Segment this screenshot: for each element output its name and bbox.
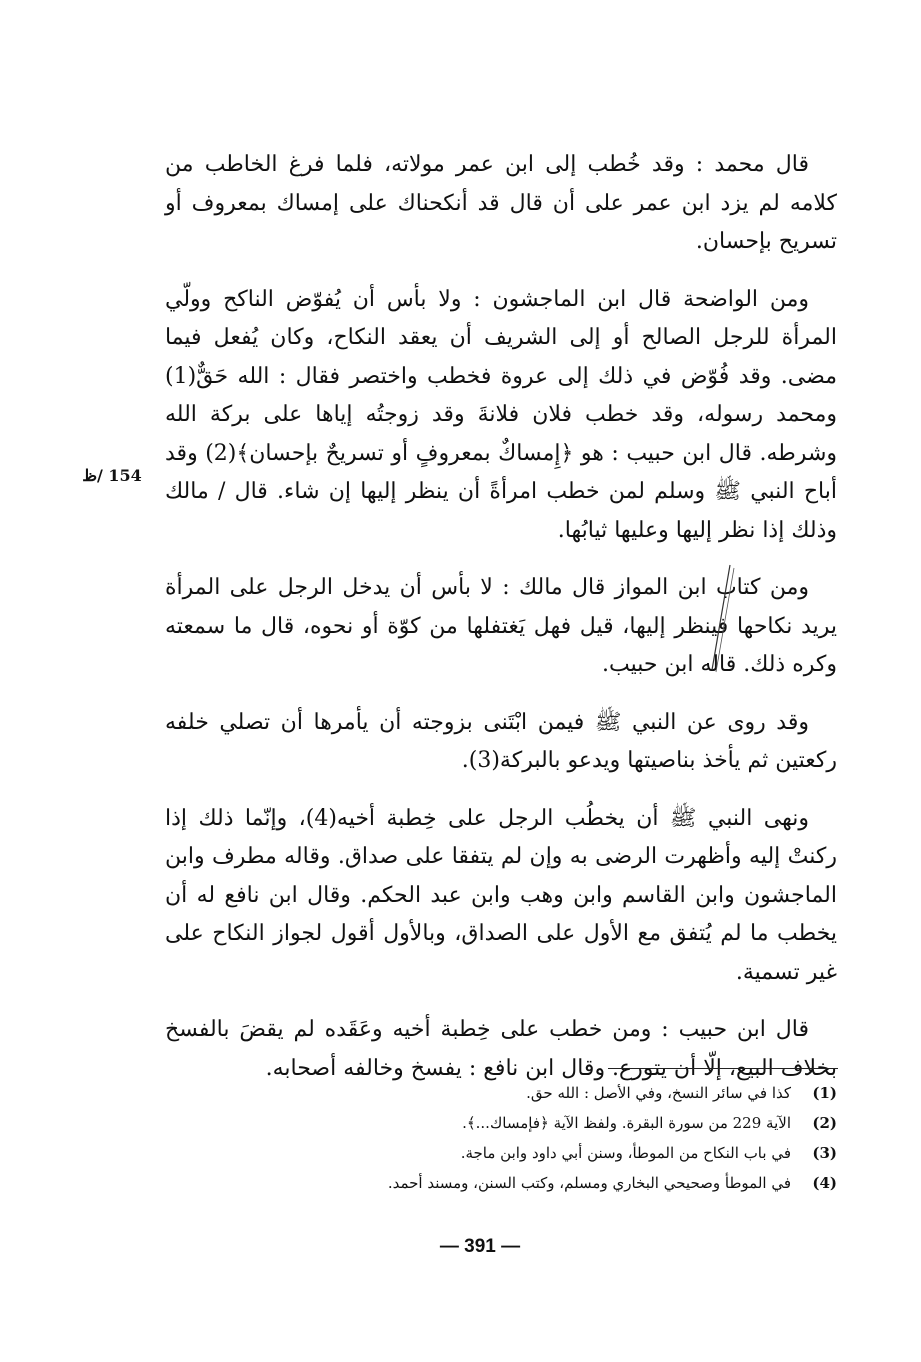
footnote [300,1168,837,1198]
footnote-number: (4) [812,1174,837,1192]
footnote-number: (3) [812,1144,837,1162]
footnote-text: في الموطأ وصحيحي البخاري ومسلم، وكتب السنن، ومسند أحمد. [387,1174,791,1192]
manuscript-folio-note: 154 /ظ [82,466,142,485]
paragraph: ومن الواضحة قال ابن الماجشون : ولا بأس أن يُفوّض الناكح وولّي المرأة للرجل الصالح أو إلى الشريف أن يعقد النكاح، وكان يُفعل فيما مضى. وقد فُوّض في ذلك إلى عروة فخطب واختصر فقال : الله حَقٌّ(1) ومحمد رسوله، وقد خطب فلان فلانةَ وقد زوجتُه إياها على بركة الله وشرطه. قال ابن حبيب : هو ﴿إِمساكٌ بمعروفٍ أو تسريحٌ بإحسان﴾(2) وقد أباح النبي ﷺ وسلم لمن خطب امرأةً أن ينظر إليها إن شاء. قال / مالك وذلك إذا نظر إليها وعليها ثيابُها. [165,286,837,543]
footnote [300,1078,837,1108]
page-number: — 391 — [439,1236,521,1257]
pen-mark-scribble [690,560,750,680]
footnote-number: (1) [812,1084,837,1102]
paragraph: وقد روى عن النبي ﷺ فيمن ابْتَنى بزوجته أن يأمرها أن تصلي خلفه ركعتين ثم يأخذ بناصيتها ويدعو بالبركة(3). [165,709,837,773]
footnote [300,1108,837,1138]
paragraph: ونهى النبي ﷺ أن يخطُب الرجل على خِطبة أخيه(4)، وإنّما ذلك إذا ركنتْ إليه وأظهرت الرضى به وإن لم يتفقا على صداق. وقاله مطرف وابن الماجشون وابن القاسم وابن وهب وابن عبد الحكم. وقال ابن نافع له أن يخطب ما لم يُتفق مع الأول على الصداق، وبالأول أقول لجواز النكاح على غير تسمية. [165,805,837,985]
footnotes [300,1078,837,1198]
footnote-text: في باب النكاح من الموطأ، وسنن أبي داود وابن ماجة. [460,1144,791,1162]
footnote-number: (2) [812,1114,837,1132]
paragraph: ومن كتاب ابن المواز قال مالك : لا بأس أن يدخل الرجل على المرأة يريد نكاحها فينظر إليها، قيل فهل يَغتفلها من كوّة أو نحوه، قال ما سمعته وكره ذلك. قاله ابن حبيب. [165,575,837,677]
paragraph: قال محمد : وقد خُطب إلى ابن عمر مولاته، فلما فرغ الخاطب من كلامه لم يزد ابن عمر على أن قال قد أنكحناك على إمساك بمعروف أو تسريح بإحسان. [165,152,837,254]
footnote-separator [608,1068,838,1069]
paragraph: قال ابن حبيب : ومن خطب على خِطبة أخيه وعَقَده لم يقضَ بالفسخ بخلاف البيع، إلّا أن يتورع. وقال ابن نافع : يفسخ وخالفه أصحابه. [165,1017,837,1081]
footnote-text: الآية 229 من سورة البقرة. ولفظ الآية ﴿فإمساك...﴾. [462,1114,791,1132]
footnote-text: كذا في سائر النسخ، وفي الأصل : الله حق. [526,1084,791,1102]
footnote [300,1138,837,1168]
